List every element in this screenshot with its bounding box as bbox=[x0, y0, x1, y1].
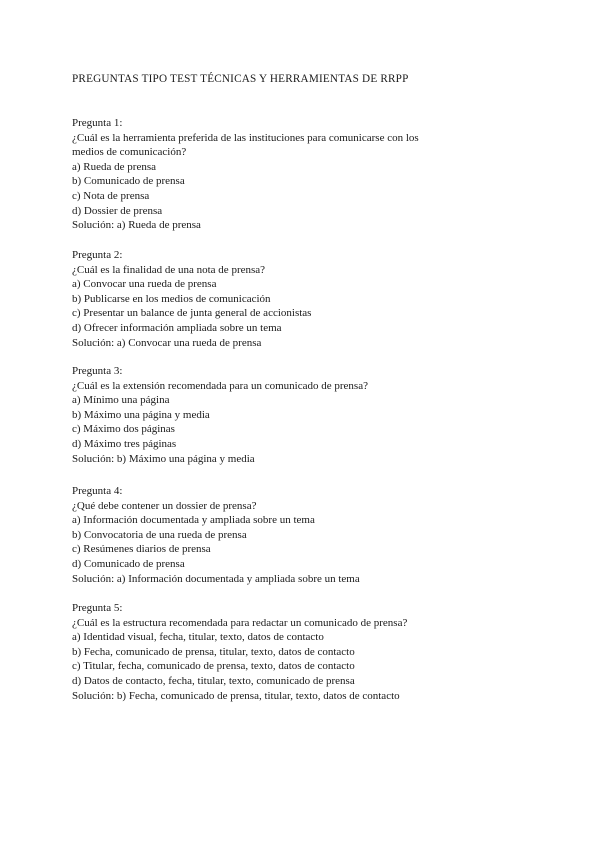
option-a: a) Identidad visual, fecha, titular, texto, datos de contacto bbox=[72, 631, 324, 644]
solution-text: Solución: b) Fecha, comunicado de prensa, titular, texto, datos de contacto bbox=[72, 689, 400, 702]
page-title: PREGUNTAS TIPO TEST TÉCNICAS Y HERRAMIENTAS DE RRPP bbox=[72, 73, 409, 85]
solution-text: Solución: a) Convocar una rueda de prensa bbox=[72, 336, 262, 349]
option-a: a) Información documentada y ampliada sobre un tema bbox=[72, 514, 315, 527]
option-c: c) Resúmenes diarios de prensa bbox=[72, 543, 211, 556]
question-block-1 bbox=[72, 116, 442, 233]
option-a: a) Mínimo una página bbox=[72, 394, 170, 407]
question-text: ¿Cuál es la estructura recomendada para redactar un comunicado de prensa? bbox=[72, 616, 408, 629]
question-block-5 bbox=[72, 601, 452, 703]
solution-text: Solución: a) Información documentada y ampliada sobre un tema bbox=[72, 572, 360, 585]
option-d: d) Comunicado de prensa bbox=[72, 557, 185, 570]
question-text: ¿Cuál es la herramienta preferida de las instituciones para comunicarse con los medios de comunicación? bbox=[72, 131, 419, 159]
question-text: ¿Cuál es la finalidad de una nota de prensa? bbox=[72, 263, 266, 276]
option-c: c) Máximo dos páginas bbox=[72, 423, 175, 436]
question-block-2 bbox=[72, 248, 442, 350]
question-text: ¿Qué debe contener un dossier de prensa? bbox=[72, 499, 257, 512]
option-b: b) Publicarse en los medios de comunicación bbox=[72, 292, 271, 305]
option-b: b) Fecha, comunicado de prensa, titular, texto, datos de contacto bbox=[72, 645, 355, 658]
option-c: c) Presentar un balance de junta general de accionistas bbox=[72, 307, 312, 320]
option-d: d) Máximo tres páginas bbox=[72, 437, 177, 450]
option-d: d) Datos de contacto, fecha, titular, texto, comunicado de prensa bbox=[72, 674, 355, 687]
question-number: Pregunta 5: bbox=[72, 602, 123, 614]
option-b: b) Comunicado de prensa bbox=[72, 175, 185, 188]
solution-text: Solución: b) Máximo una página y media bbox=[72, 452, 255, 465]
question-block-4 bbox=[72, 484, 442, 586]
option-b: b) Convocatoria de una rueda de prensa bbox=[72, 528, 247, 541]
option-b: b) Máximo una página y media bbox=[72, 408, 210, 421]
question-text: ¿Cuál es la extensión recomendada para un comunicado de prensa? bbox=[72, 379, 368, 392]
question-number: Pregunta 2: bbox=[72, 249, 123, 261]
question-number: Pregunta 4: bbox=[72, 485, 123, 497]
solution-text: Solución: a) Rueda de prensa bbox=[72, 219, 201, 232]
option-d: d) Dossier de prensa bbox=[72, 204, 163, 217]
question-number: Pregunta 3: bbox=[72, 365, 123, 377]
option-c: c) Titular, fecha, comunicado de prensa, texto, datos de contacto bbox=[72, 660, 355, 673]
option-c: c) Nota de prensa bbox=[72, 189, 150, 202]
option-a: a) Rueda de prensa bbox=[72, 160, 156, 173]
question-block-3 bbox=[72, 364, 442, 466]
option-a: a) Convocar una rueda de prensa bbox=[72, 278, 217, 291]
question-number: Pregunta 1: bbox=[72, 117, 123, 129]
option-d: d) Ofrecer información ampliada sobre un tema bbox=[72, 321, 282, 334]
